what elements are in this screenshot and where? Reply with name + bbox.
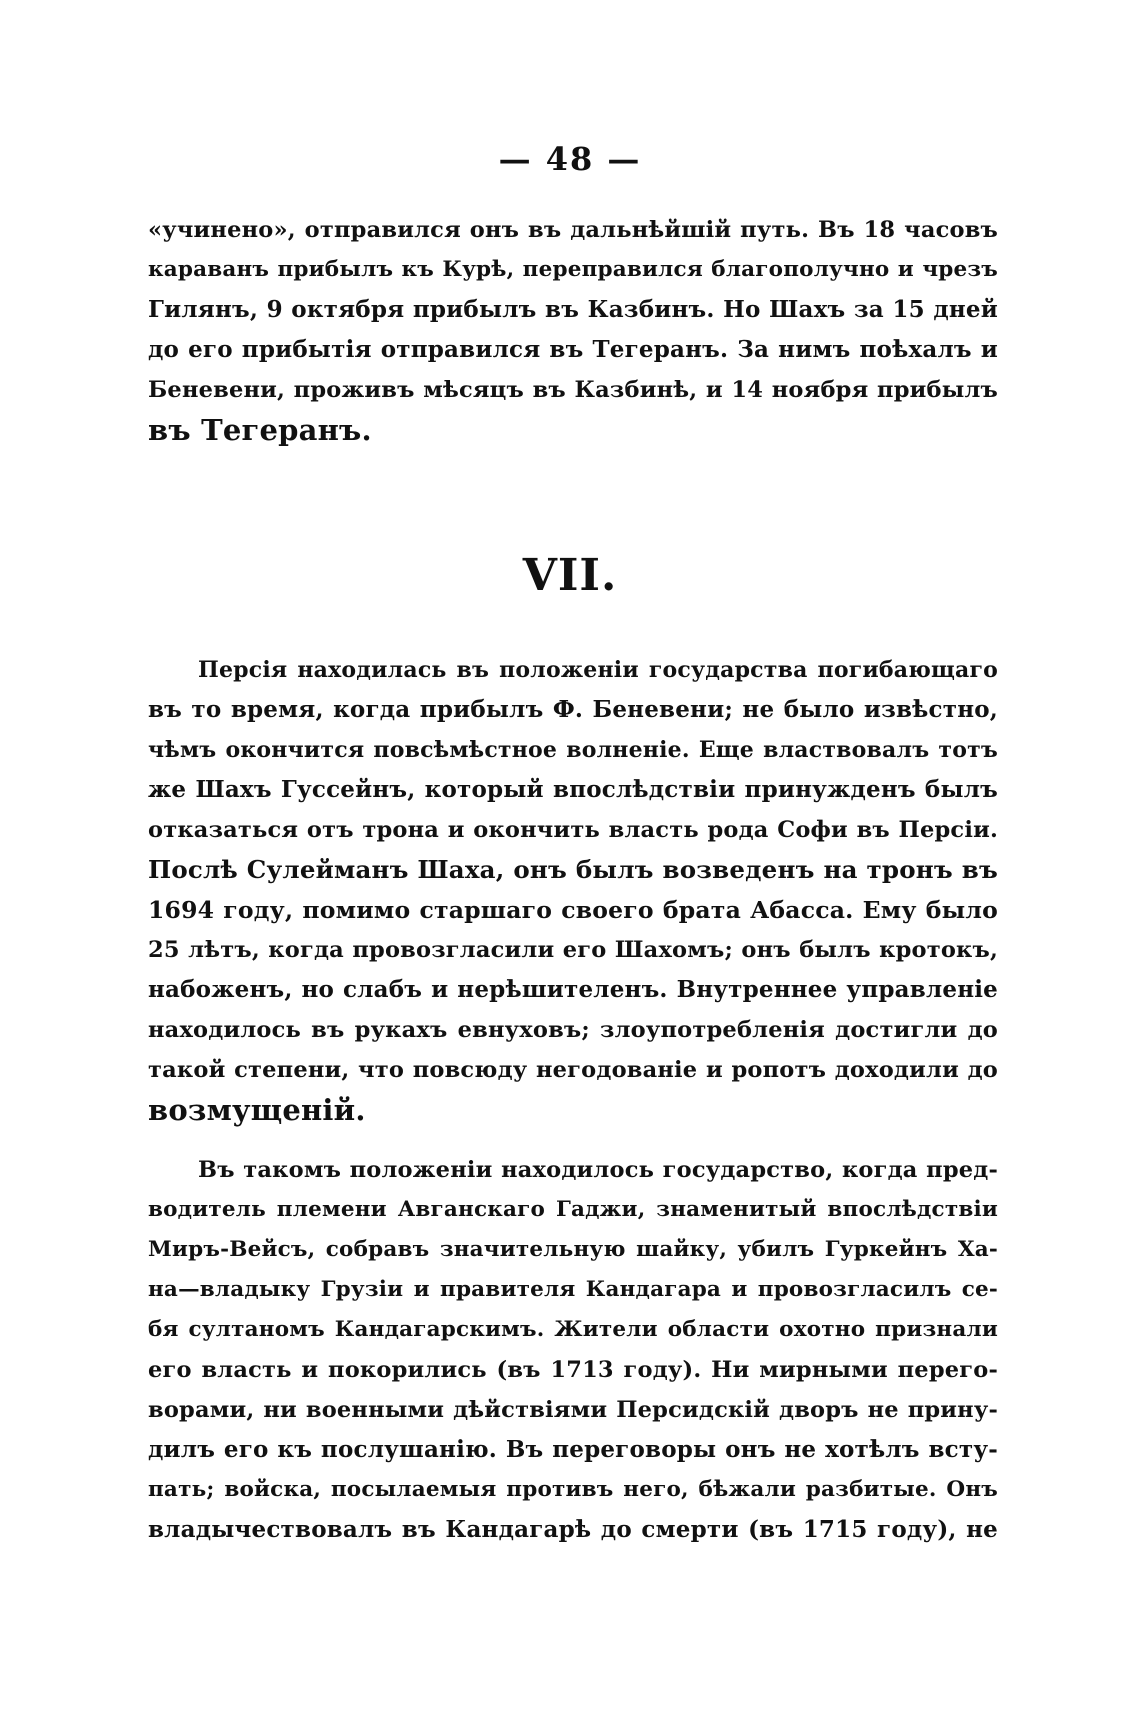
text-line: набоженъ, но слабъ и нерѣшителенъ. Внутреннее управленіе bbox=[148, 976, 998, 1003]
text-line: Въ такомъ положеніи находилось государство, когда пред- bbox=[198, 1157, 998, 1183]
text-line: въ то время, когда прибылъ Ф. Беневени; не было извѣстно, bbox=[148, 696, 998, 723]
text-line: дилъ его къ послушанію. Въ переговоры онъ не хотѣлъ всту- bbox=[148, 1436, 998, 1463]
text-line: 25 лѣтъ, когда провозгласили его Шахомъ; онъ былъ кротокъ, bbox=[148, 937, 998, 963]
text-line: бя султаномъ Кандагарскимъ. Жители области охотно признали bbox=[148, 1317, 998, 1342]
text-line: ворами, ни военными дѣйствіями Персидскій дворъ не прину- bbox=[148, 1397, 998, 1423]
text-line: же Шахъ Гуссейнъ, который впослѣдствіи принужденъ былъ bbox=[148, 776, 998, 803]
text-line: Беневени, проживъ мѣсяцъ въ Казбинѣ, и 14 ноября прибылъ bbox=[148, 377, 998, 403]
text-line: водитель племени Авганскаго Гаджи, знаменитый впослѣдствіи bbox=[148, 1197, 998, 1222]
text-line: такой степени, что повсюду негодованіе и ропотъ доходили до bbox=[148, 1057, 998, 1083]
intro-paragraph bbox=[148, 210, 998, 450]
paragraph-2 bbox=[148, 1150, 998, 1550]
page-number: — 48 — bbox=[498, 140, 642, 178]
text-line: находилось въ рукахъ евнуховъ; злоупотребленія достигли до bbox=[148, 1017, 998, 1043]
text-line: Миръ-Вейсъ, собравъ значительную шайку, убилъ Гуркейнъ Ха- bbox=[148, 1237, 998, 1262]
text-line: до его прибытія отправился въ Тегеранъ. За нимъ поѣхалъ и bbox=[148, 336, 998, 363]
text-line: Гилянъ, 9 октября прибылъ въ Казбинъ. Но Шахъ за 15 дней bbox=[148, 296, 998, 323]
text-line: чѣмъ окончится повсѣмѣстное волненіе. Еще властвовалъ тотъ bbox=[148, 737, 998, 763]
text-line: возмущеній. bbox=[148, 1093, 366, 1127]
text-line: 1694 году, помимо старшаго своего брата Абасса. Ему было bbox=[148, 896, 998, 924]
text-line: караванъ прибылъ къ Курѣ, переправился благополучно и чрезъ bbox=[148, 257, 998, 282]
text-line: Послѣ Сулейманъ Шаха, онъ былъ возведенъ на тронъ въ bbox=[148, 855, 998, 884]
text-line: отказаться отъ трона и окончить власть рода Софи въ Персіи. bbox=[148, 817, 998, 843]
text-line: на—владыку Грузіи и правителя Кандагара и провозгласилъ се- bbox=[148, 1277, 998, 1302]
section-heading: VII. bbox=[522, 550, 618, 601]
text-line: его власть и покорились (въ 1713 году). Ни мирными перего- bbox=[148, 1357, 998, 1383]
text-line: владычествовалъ въ Кандагарѣ до смерти (въ 1715 году), не bbox=[148, 1516, 998, 1543]
text-line: пать; войска, посылаемыя противъ него, бѣжали разбитые. Онъ bbox=[148, 1477, 998, 1502]
text-line: «учинено», отправился онъ въ дальнѣйшій путь. Въ 18 часовъ bbox=[148, 217, 998, 243]
text-line: въ Тегеранъ. bbox=[148, 413, 372, 447]
paragraph-1 bbox=[148, 650, 998, 1130]
text-line: Персія находилась въ положеніи государства погибающаго bbox=[198, 657, 998, 683]
